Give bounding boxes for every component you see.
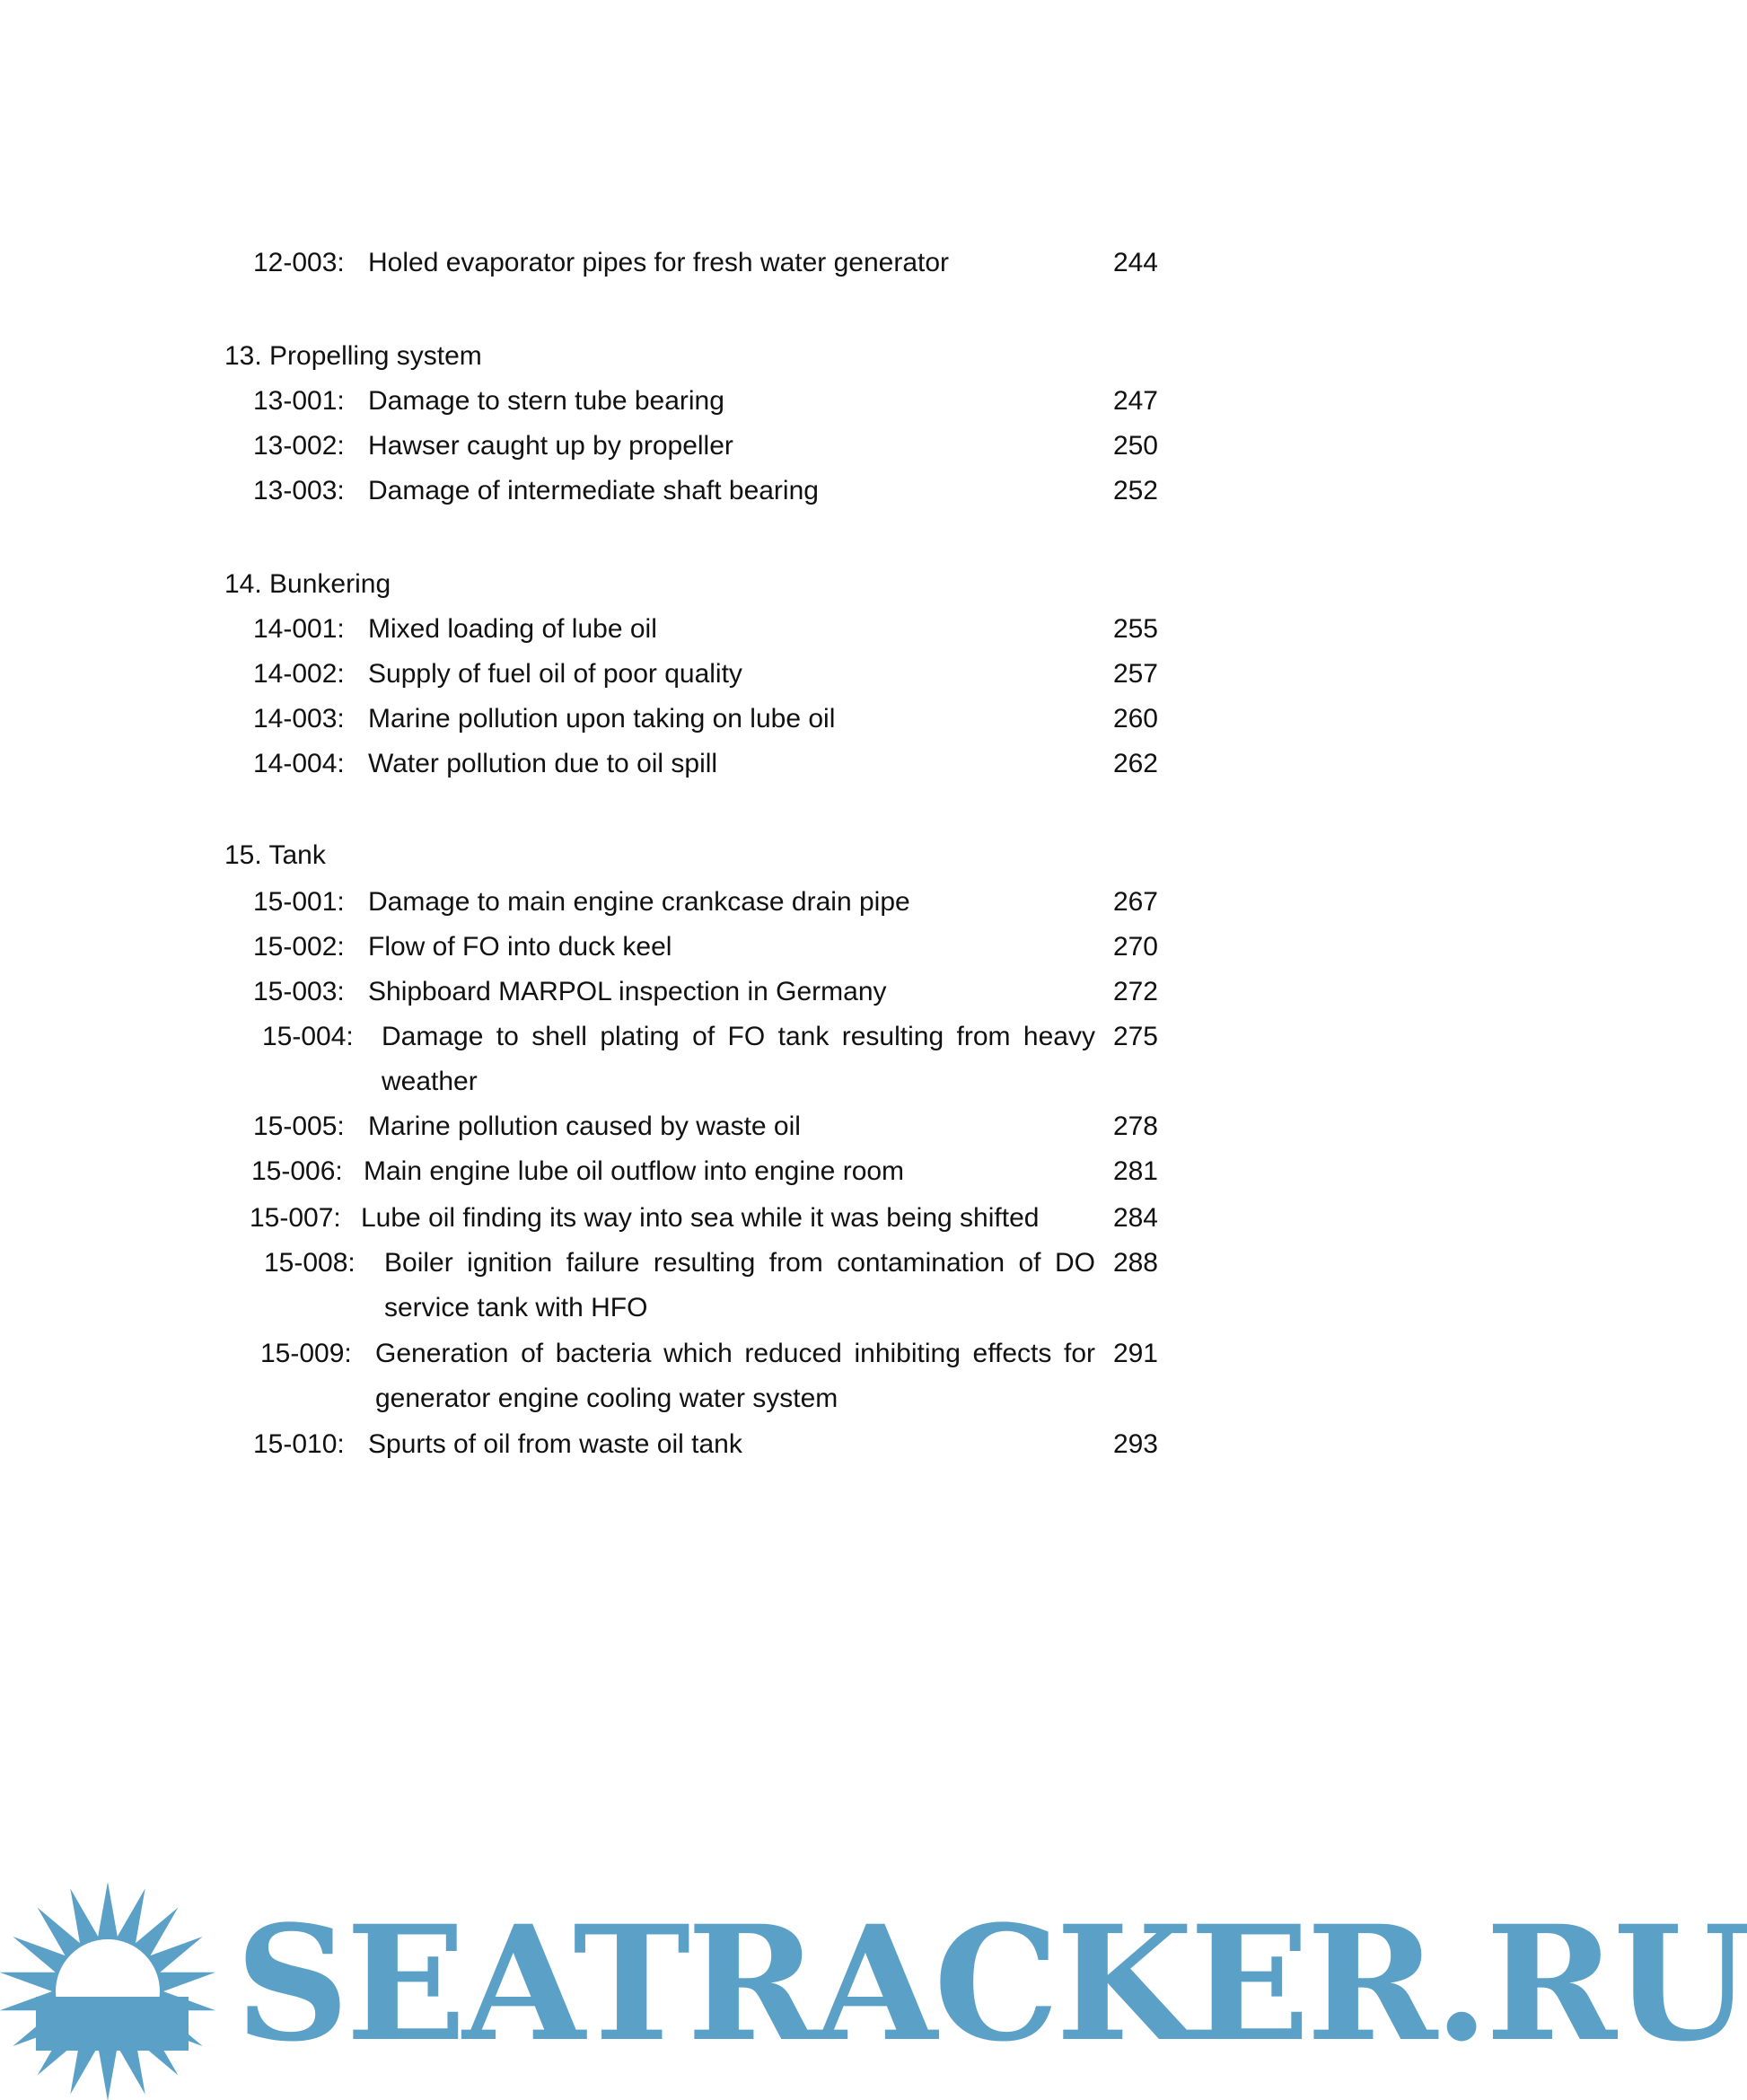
watermark-text: SEATRACKER.RU — [235, 1891, 1747, 2077]
entry-page-number: 255 — [1112, 614, 1158, 644]
entry-title: Marine pollution caused by waste oil — [368, 1112, 801, 1141]
entry-code: 15-010: — [253, 1429, 345, 1459]
entry-page-number: 257 — [1112, 659, 1158, 689]
entry-code: 14-003: — [253, 704, 345, 734]
entry-title: Holed evaporator pipes for fresh water generator — [368, 248, 950, 277]
sun-horizon — [36, 1997, 189, 2051]
entry-page-number: 293 — [1112, 1429, 1158, 1459]
entry-page-number: 284 — [1112, 1203, 1158, 1233]
sun-logo-icon — [0, 1876, 233, 2100]
section-heading-tank: 15. Tank — [224, 840, 326, 870]
entry-code: 15-005: — [253, 1112, 345, 1141]
entry-title: Damage to shell plating of FO tank resulting from heavy weather — [382, 1022, 1095, 1096]
entry-title: Flow of FO into duck keel — [368, 932, 672, 962]
entry-page-number: 267 — [1112, 887, 1158, 917]
entry-title: Mixed loading of lube oil — [368, 614, 657, 644]
entry-page-number: 247 — [1112, 386, 1158, 416]
entry-code: 12-003: — [253, 248, 345, 277]
entry-page-number: 275 — [1112, 1022, 1158, 1051]
entry-page-number: 260 — [1112, 704, 1158, 734]
entry-code: 15-007: — [250, 1203, 341, 1233]
entry-code: 15-008: — [264, 1248, 356, 1278]
entry-code: 13-002: — [253, 431, 345, 461]
entry-page-number: 252 — [1112, 476, 1158, 505]
entry-page-number: 250 — [1112, 431, 1158, 461]
entry-code: 15-009: — [260, 1339, 352, 1368]
entry-title: Damage of intermediate shaft bearing — [368, 476, 819, 505]
entry-title: Damage to main engine crankcase drain pipe — [368, 887, 910, 917]
entry-page-number: 278 — [1112, 1112, 1158, 1141]
entry-title: Main engine lube oil outflow into engine room — [364, 1156, 905, 1186]
entry-code: 15-003: — [253, 977, 345, 1006]
entry-title: Lube oil finding its way into sea while it was being shifted — [361, 1203, 1040, 1233]
entry-title: Shipboard MARPOL inspection in Germany — [368, 977, 887, 1006]
entry-title: Marine pollution upon taking on lube oil — [368, 704, 836, 734]
entry-title: Water pollution due to oil spill — [368, 749, 718, 778]
section-heading-propelling-system: 13. Propelling system — [224, 341, 482, 371]
entry-page-number: 272 — [1112, 977, 1158, 1006]
entry-code: 13-001: — [253, 386, 345, 416]
section-heading-bunkering: 14. Bunkering — [224, 569, 391, 599]
entry-title: Damage to stern tube bearing — [368, 386, 724, 416]
entry-title: Hawser caught up by propeller — [368, 431, 733, 461]
entry-code: 14-004: — [253, 749, 345, 778]
entry-title: Generation of bacteria which reduced inhibiting effects for generator engine cooling water system — [375, 1339, 1095, 1413]
entry-page-number: 244 — [1112, 248, 1158, 277]
entry-code: 15-001: — [253, 887, 345, 917]
entry-code: 15-006: — [251, 1156, 343, 1186]
entry-code: 13-003: — [253, 476, 345, 505]
entry-page-number: 288 — [1112, 1248, 1158, 1278]
entry-title: Spurts of oil from waste oil tank — [368, 1429, 742, 1459]
entry-title: Boiler ignition failure resulting from contamination of DO service tank with HFO — [384, 1248, 1095, 1322]
entry-page-number: 291 — [1112, 1339, 1158, 1368]
entry-code: 14-001: — [253, 614, 345, 644]
entry-code: 14-002: — [253, 659, 345, 689]
entry-code: 15-002: — [253, 932, 345, 962]
entry-title: Supply of fuel oil of poor quality — [368, 659, 742, 689]
entry-code: 15-004: — [262, 1022, 354, 1051]
entry-page-number: 270 — [1112, 932, 1158, 962]
entry-page-number: 281 — [1112, 1156, 1158, 1186]
entry-page-number: 262 — [1112, 749, 1158, 778]
